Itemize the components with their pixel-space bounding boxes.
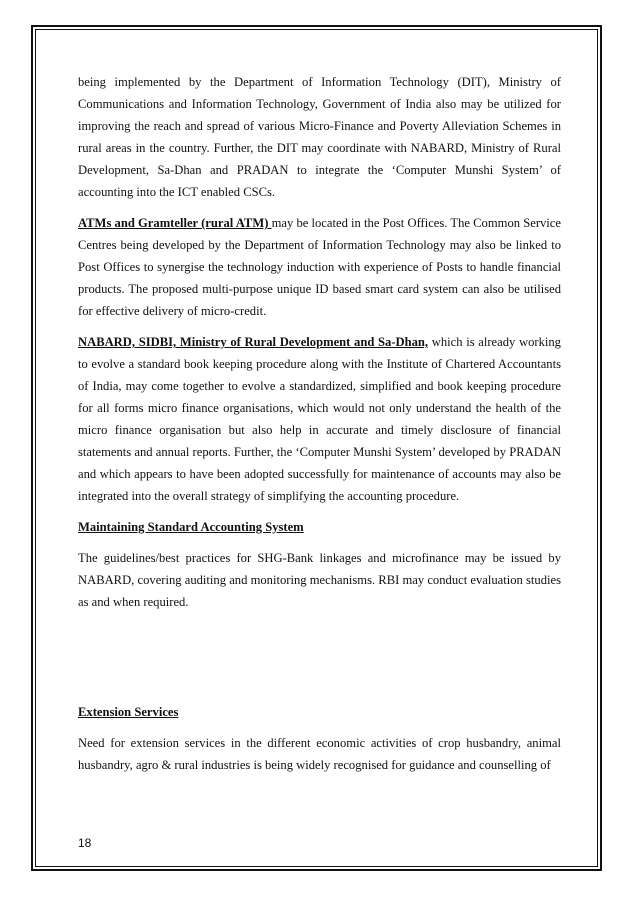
nabard-lead: NABARD, SIDBI, Ministry of Rural Development and Sa-Dhan, (78, 335, 429, 349)
paragraph-dit: being implemented by the Department of Information Technology (DIT), Ministry of Communications and Information Technology, Government of India also may be utilized for improving the reach and spread of various Micro-Finance and Poverty Alleviation Schemes in rural areas in the country. Further, the DIT may coordinate with NABARD, Ministry of Rural Development, Sa-Dhan and PRADAN to integrate the ‘Computer Munshi System’ of accounting into the ICT enabled CSCs. (78, 75, 561, 199)
paragraph-guidelines: The guidelines/best practices for SHG-Bank linkages and microfinance may be issued by NABARD, covering auditing and monitoring mechanisms. RBI may conduct evaluation studies as and when required. (78, 551, 561, 609)
page-number: 18 (78, 836, 92, 850)
paragraph-extension: Need for extension services in the different economic activities of crop husbandry, animal husbandry, agro & rural industries is being widely recognised for guidance and counselling of (78, 736, 561, 772)
heading-accounting: Maintaining Standard Accounting System (78, 520, 304, 534)
nabard-body: which is already working to evolve a standard book keeping procedure along with the Institute of Chartered Accountants of India, may come together to evolve a standardized, simplified and book keeping procedure for all forms micro finance organisations, which would not only understand the health of the micro finance organisation but also help in accurate and timely disclosure of financial statements and annual reports. Further, the ‘Computer Munshi System’ developed by PRADAN and which appears to have been adopted successfully for maintenance of accounts may also be integrated into the overall strategy of simplifying the accounting procedure. (78, 335, 561, 503)
heading-extension: Extension Services (78, 705, 179, 719)
paragraph-nabard (78, 331, 561, 507)
atms-body: may be located in the Post Offices. The Common Service Centres being developed by the Department of Information Technology may also be linked to Post Offices to synergise the technology induction with experience of Posts to handle financial products. The proposed multi-purpose unique ID based smart card system can also be utilised for effective delivery of micro-credit. (78, 216, 561, 318)
document-body (78, 71, 561, 776)
atms-lead: ATMs and Gramteller (rural ATM) (78, 216, 272, 230)
paragraph-atms (78, 212, 561, 322)
